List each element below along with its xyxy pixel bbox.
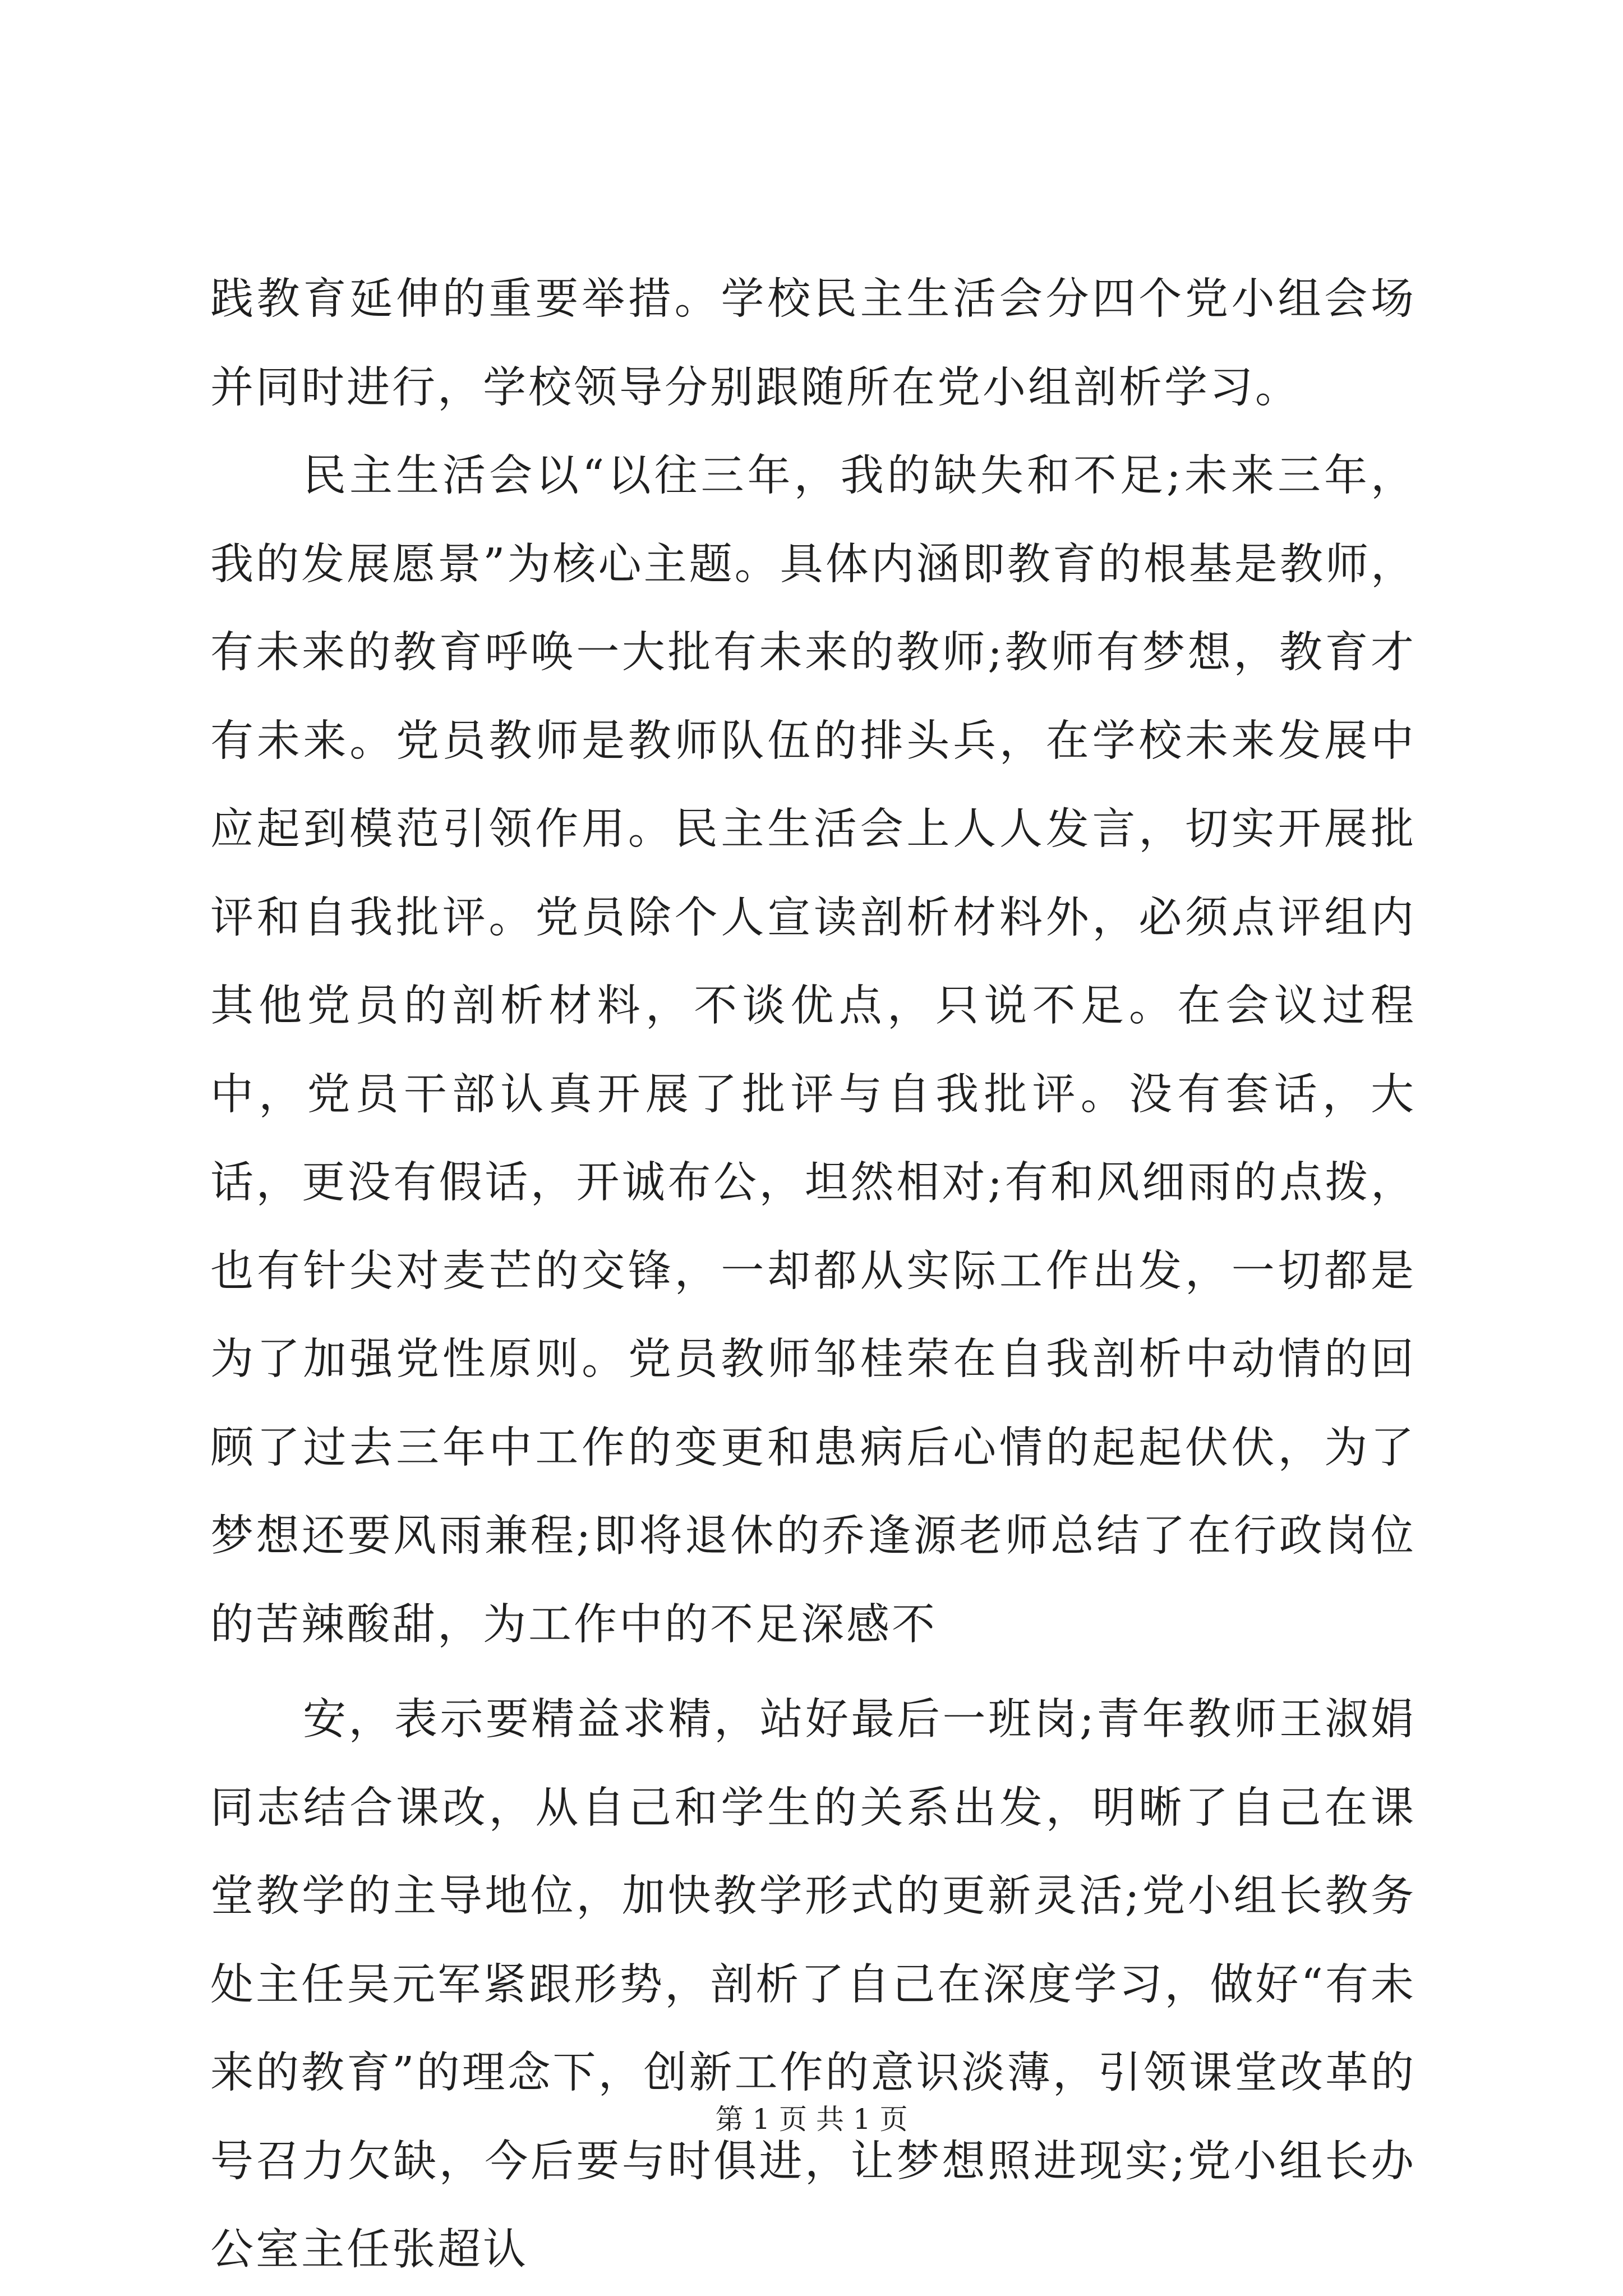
paragraph-main: 民主生活会以“以往三年，我的缺失和不足;未来三年，我的发展愿景”为核心主题。具体内涵即教育的根基是教师，有未来的教育呼唤一大批有未来的教师;教师有梦想，教育才有未来。党员教师是教师队伍的排头兵，在学校未来发展中应起到模范引领作用。民主生活会上人人发言，切实开展批评和自我批评。党员除个人宣读剖析材料外，必须点评组内其他党员的剖析材料，不谈优点，只说不足。在会议过程中，党员干部认真开展了批评与自我批评。没有套话，大话，更没有假话，开诚布公，坦然相对;有和风细雨的点拨，也有针尖对麦芒的交锋，一却都从实际工作出发，一切都是为了加强党性原则。党员教师邹桂荣在自我剖析中动情的回顾了过去三年中工作的变更和患病后心情的起起伏伏，为了梦想还要风雨兼程;即将退休的乔逢源老师总结了在行政岗位的苦辣酸甜，为工作中的不足深感不	[210, 451, 1416, 1650]
paragraph-next: 安，表示要精益求精，站好最后一班岗;青年教师王淑娟同志结合课改，从自己和学生的关系出发，明晰了自己在课堂教学的主导地位，加快教学形式的更新灵活;党小组长教务处主任吴元军紧跟形势，剖析了自己在深度学习，做好“有未来的教育”的理念下，创新工作的意识淡薄，引领课堂改革的号召力欠缺，今后要与时俱进，让梦想照进现实;党小组长办公室主任张超认	[210, 1695, 1416, 2275]
paragraph-continuation: 践教育延伸的重要举措。学校民主生活会分四个党小组会场并同时进行，学校领导分别跟随所在党小组剖析学习。	[210, 274, 1416, 413]
document-body	[210, 255, 1416, 2294]
page-footer: 第 1 页 共 1 页	[715, 2103, 908, 2136]
